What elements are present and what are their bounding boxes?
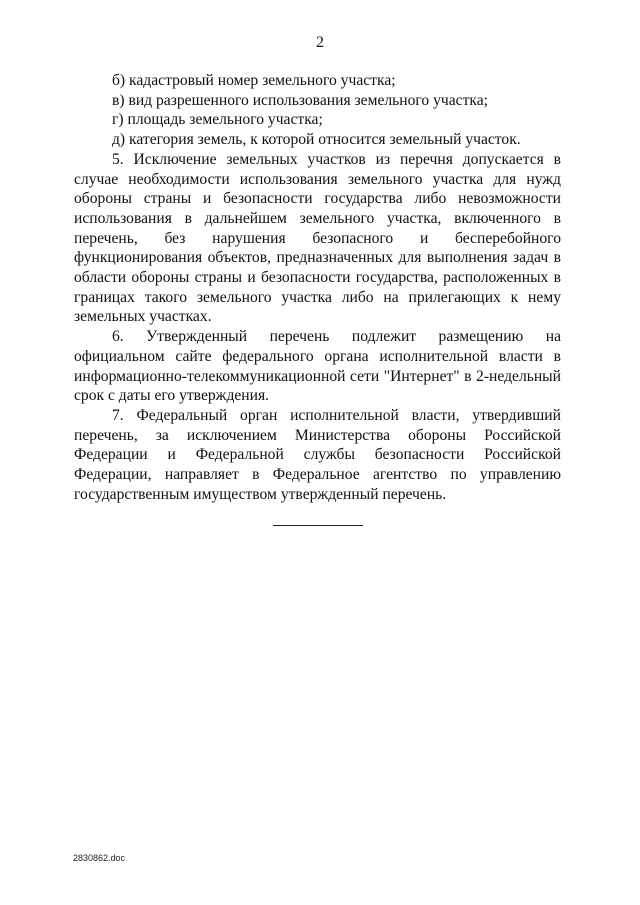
footer-filename: 2830862.doc (73, 853, 126, 863)
list-item-v: в) вид разрешенного использования земельного участка; (112, 91, 489, 109)
page-number: 2 (316, 34, 324, 51)
paragraph-6: 6. Утвержденный перечень подлежит размещению на официальном сайте федерального органа исполнительной власти в информационно-телекоммуникационной сети "Интернет" в 2-недельный срок с даты его утверждения. (74, 328, 561, 405)
paragraph-7: 7. Федеральный орган исполнительной власти, утвердивший перечень, за исключением Министерства обороны Российской Федерации и Федеральной службы безопасности Российской Федерации, направляет в Федеральное агентство по управлению государственным имуществом утвержденный перечень. (74, 406, 561, 503)
list-item-d: д) категория земель, к которой относится земельный участок. (112, 131, 521, 149)
paragraph-5: 5. Исключение земельных участков из перечня допускается в случае необходимости использования земельного участка для нужд обороны страны и безопасности государства либо невозможности использования в дальнейшем земельного участка, включенного в перечень, без нарушения безопасного и бесперебойного функционирования объектов, предназначенных для выполнения задач в области обороны страны и безопасности государства, расположенных в границах такого земельного участка либо на прилегающих к нему земельных участках. (74, 150, 561, 326)
list-item-b: б) кадастровый номер земельного участка; (112, 72, 396, 89)
list-item-g: г) площадь земельного участка; (112, 111, 323, 129)
document-body (74, 71, 561, 504)
closing-divider (273, 525, 363, 526)
